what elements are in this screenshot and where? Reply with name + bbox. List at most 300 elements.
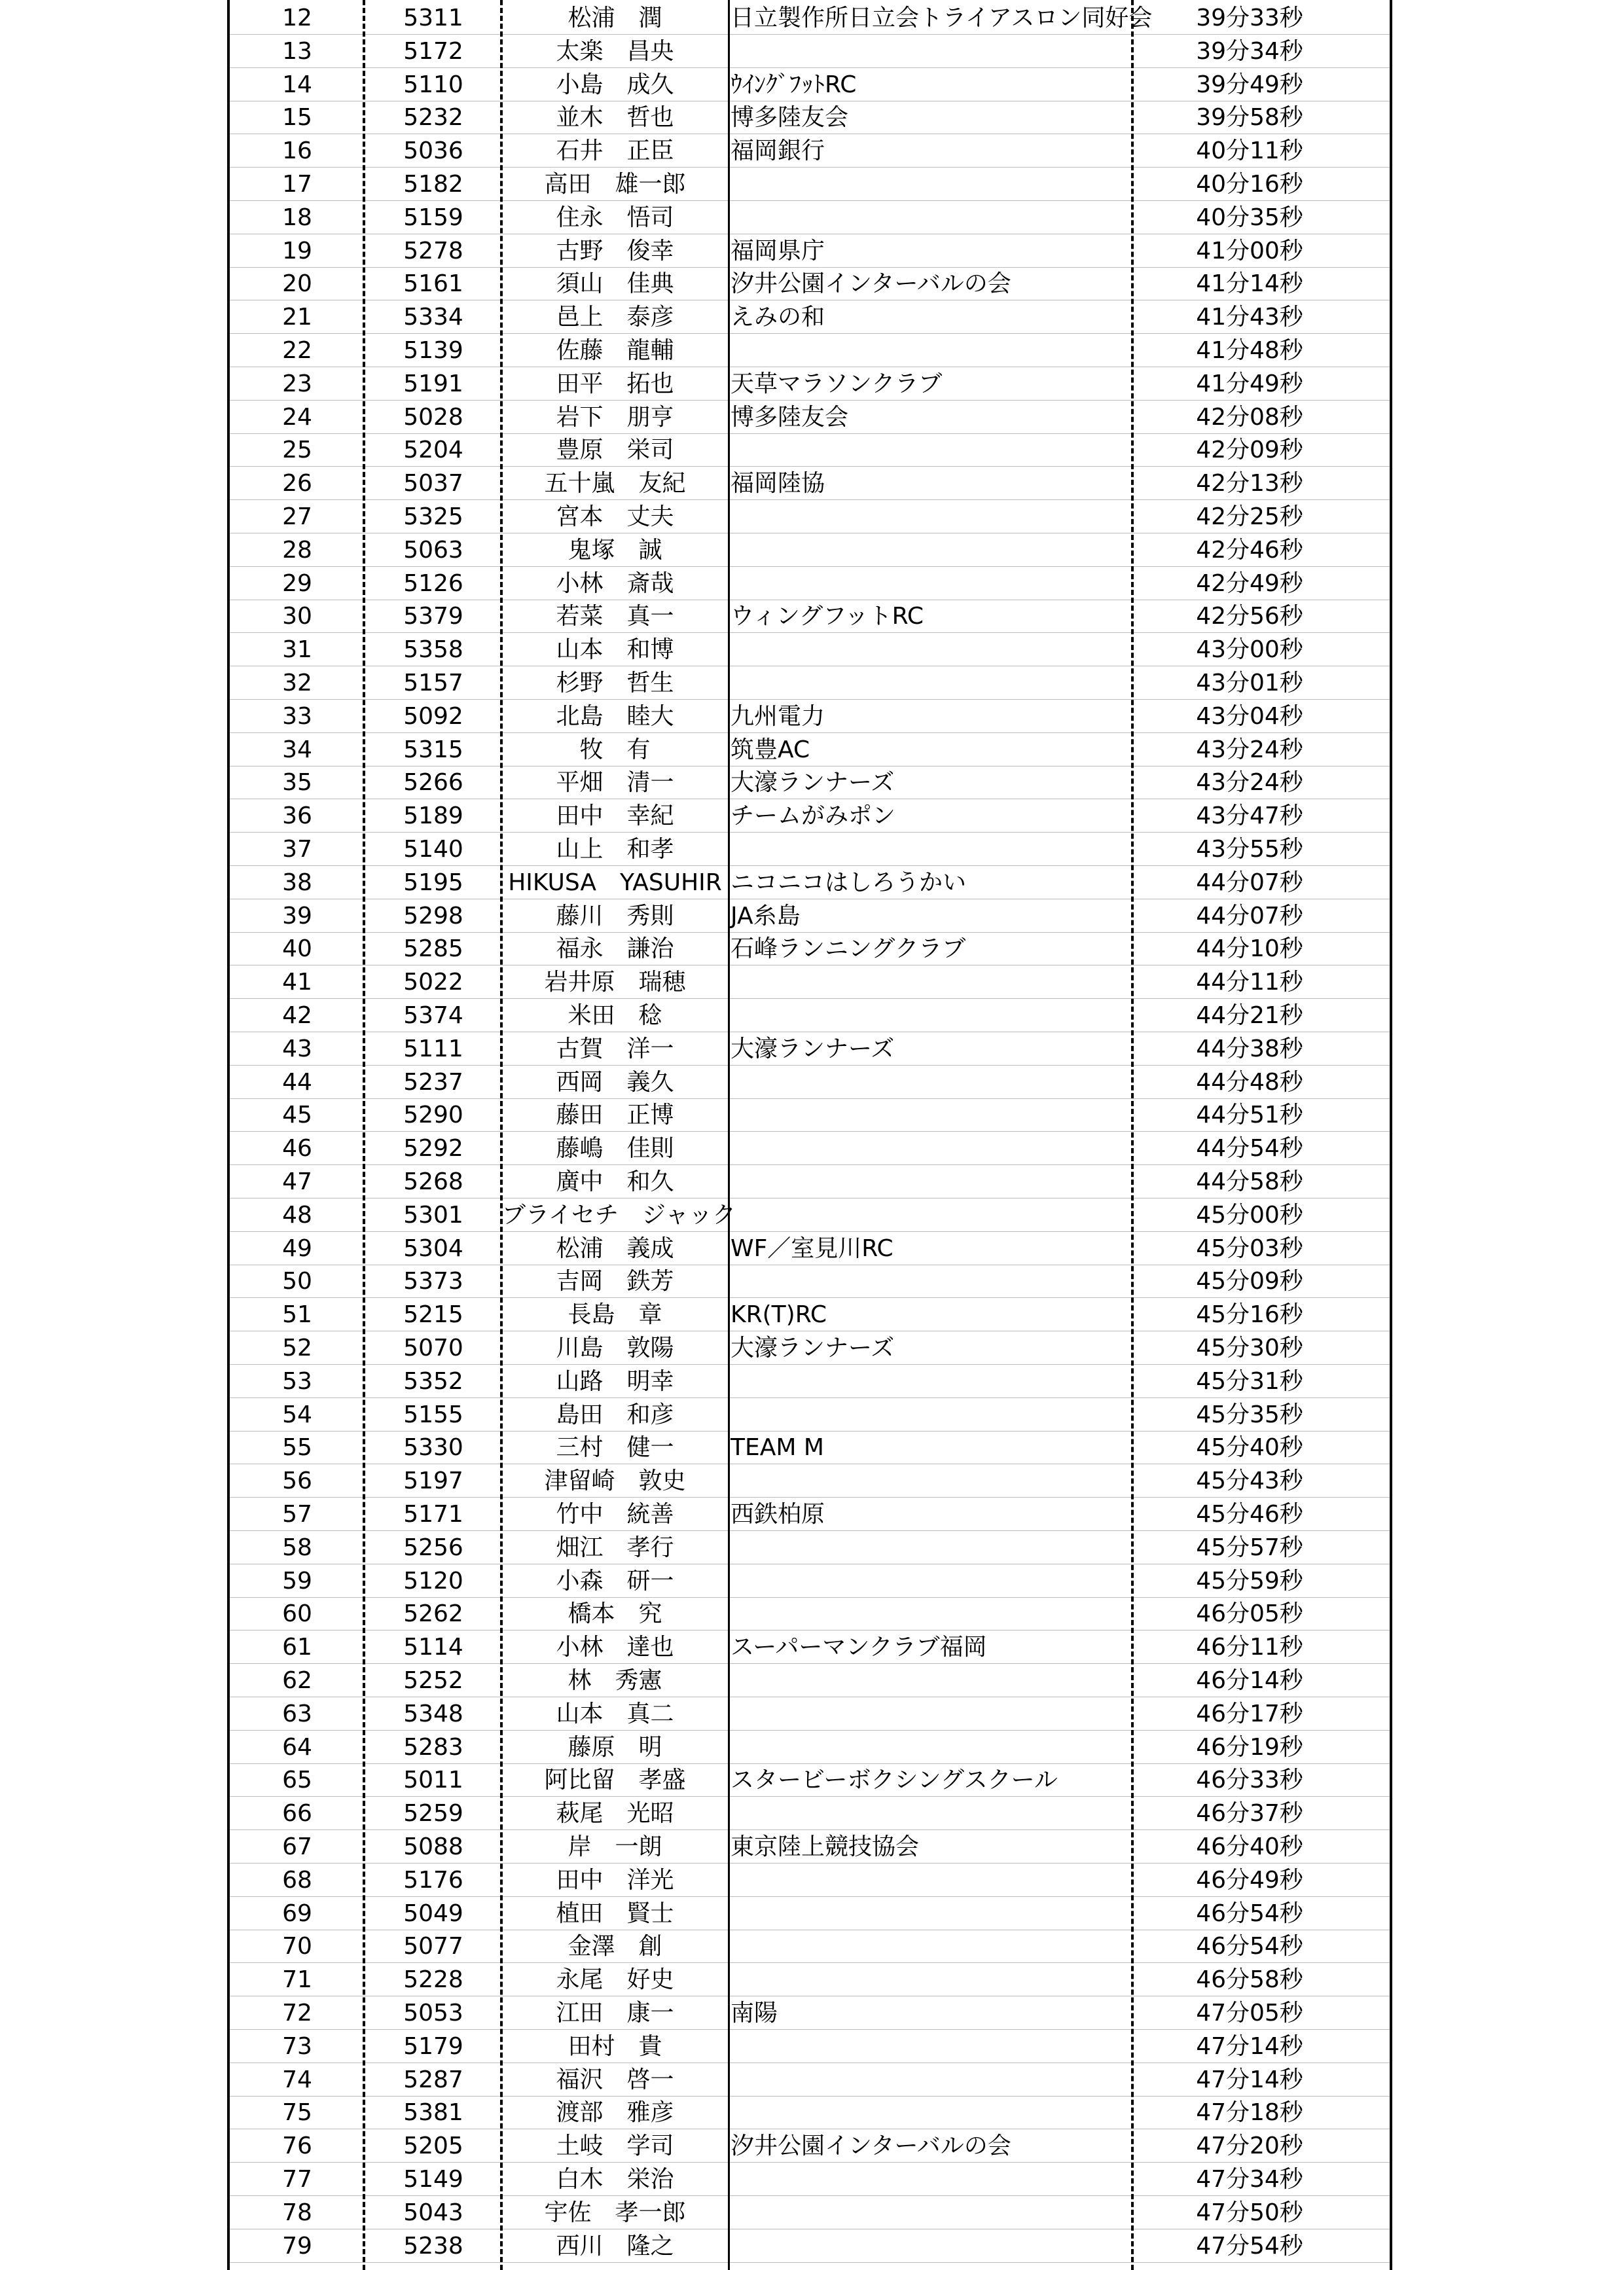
finish-time-cell: 40分35秒 xyxy=(1196,204,1303,231)
club-cell xyxy=(731,666,1104,700)
table-row xyxy=(230,234,1390,268)
club-cell: JA糸島 xyxy=(731,902,801,929)
runner-name-cell: 竹中 統善 xyxy=(556,1501,674,1528)
bib-number-cell: 5252 xyxy=(403,1667,463,1694)
rank-cell: 27 xyxy=(282,503,312,530)
rank-cell: 76 xyxy=(282,2133,312,2160)
club-cell xyxy=(731,1531,1104,1564)
finish-time-cell: 41分14秒 xyxy=(1196,270,1303,298)
club-cell xyxy=(731,35,1104,68)
club-cell xyxy=(731,1731,1104,1764)
runner-name-cell: 松浦 義成 xyxy=(556,1234,674,1262)
finish-time-cell: 46分54秒 xyxy=(1196,1900,1303,1927)
finish-time-cell: 46分17秒 xyxy=(1196,1700,1303,1727)
bib-number-cell: 5036 xyxy=(403,137,463,165)
bib-number-cell: 5311 xyxy=(403,5,463,31)
runner-name-cell: 松浦 潤 xyxy=(568,5,662,31)
rank-cell: 31 xyxy=(282,636,312,664)
bib-number-cell: 5171 xyxy=(403,1501,463,1528)
bib-number-cell: 5204 xyxy=(403,437,463,464)
table-row xyxy=(230,600,1390,633)
rank-cell: 53 xyxy=(282,1367,312,1395)
table-row xyxy=(230,733,1390,766)
finish-time-cell: 45分09秒 xyxy=(1196,1268,1303,1295)
finish-time-cell: 43分00秒 xyxy=(1196,636,1303,664)
runner-name-cell: 五十嵐 友紀 xyxy=(544,470,686,497)
bib-number-cell: 5278 xyxy=(403,237,463,264)
club-cell: 大濠ランナーズ xyxy=(731,769,895,797)
bib-number-cell: 5262 xyxy=(403,1600,463,1628)
runner-name-cell: 牧 有 xyxy=(579,736,651,763)
runner-name-cell: 宇佐 孝一郎 xyxy=(544,2199,686,2226)
club-cell xyxy=(731,1664,1104,1697)
club-cell: 天草マラソンクラブ xyxy=(731,370,943,397)
table-row xyxy=(230,1265,1390,1298)
bib-number-cell: 5304 xyxy=(403,1234,463,1262)
table-row xyxy=(230,1098,1390,1132)
club-cell xyxy=(731,533,1104,567)
club-cell xyxy=(731,633,1104,666)
rank-cell: 69 xyxy=(282,1900,312,1927)
finish-time-cell: 46分58秒 xyxy=(1196,1966,1303,1994)
rank-cell: 51 xyxy=(282,1301,312,1329)
runner-name-cell: 川島 敦陽 xyxy=(556,1335,674,1361)
rank-cell: 41 xyxy=(282,969,312,996)
table-row xyxy=(230,1032,1390,1066)
bib-number-cell: 5092 xyxy=(403,702,463,730)
table-row xyxy=(230,1165,1390,1198)
bib-number-cell: 5315 xyxy=(403,736,463,763)
table-row xyxy=(230,201,1390,234)
table-row xyxy=(230,766,1390,799)
runner-name-cell: 邑上 泰彦 xyxy=(556,304,674,331)
club-cell: 大濠ランナーズ xyxy=(731,1335,895,1361)
table-row xyxy=(230,1996,1390,2030)
table-row xyxy=(230,567,1390,600)
rank-cell: 46 xyxy=(282,1135,312,1162)
runner-name-cell: 並木 哲也 xyxy=(556,104,674,132)
runner-name-cell: HIKUSA YASUHIR xyxy=(508,869,722,896)
rank-cell: 42 xyxy=(282,1002,312,1029)
table-row xyxy=(230,134,1390,168)
runner-name-cell: 佐藤 龍輔 xyxy=(556,337,674,364)
club-cell xyxy=(731,2096,1104,2129)
club-cell xyxy=(731,2196,1104,2229)
table-row xyxy=(230,1198,1390,1232)
bib-number-cell: 5334 xyxy=(403,304,463,331)
bib-number-cell: 5063 xyxy=(403,536,463,564)
club-cell: 博多陸友会 xyxy=(731,403,849,431)
bib-number-cell: 5114 xyxy=(403,1634,463,1661)
bib-number-cell: 5197 xyxy=(403,1468,463,1495)
finish-time-cell: 42分56秒 xyxy=(1196,603,1303,630)
club-cell xyxy=(731,1963,1104,1996)
club-cell xyxy=(731,1930,1104,1963)
runner-name-cell: 須山 佳典 xyxy=(556,270,674,298)
table-row xyxy=(230,1431,1390,1464)
club-cell xyxy=(731,1066,1104,1099)
bib-number-cell: 5298 xyxy=(403,902,463,929)
finish-time-cell: 40分11秒 xyxy=(1196,137,1303,165)
club-cell xyxy=(731,1165,1104,1198)
club-cell xyxy=(731,1365,1104,1398)
runner-name-cell: 金澤 創 xyxy=(568,1933,662,1960)
runner-name-cell: 岸 一朗 xyxy=(568,1833,662,1860)
runner-name-cell: 田中 洋光 xyxy=(556,1866,674,1894)
club-cell xyxy=(731,168,1104,201)
rank-cell: 35 xyxy=(282,769,312,797)
finish-time-cell: 44分07秒 xyxy=(1196,902,1303,929)
runner-name-cell: 住永 悟司 xyxy=(556,204,674,231)
table-row xyxy=(230,1963,1390,1996)
table-row xyxy=(230,1132,1390,1165)
table-row xyxy=(230,1664,1390,1697)
runner-name-cell: 太楽 昌央 xyxy=(556,37,674,65)
bib-number-cell: 5191 xyxy=(403,370,463,397)
finish-time-cell: 47分05秒 xyxy=(1196,2000,1303,2027)
finish-time-cell: 45分43秒 xyxy=(1196,1468,1303,1495)
club-cell xyxy=(731,500,1104,533)
rank-cell: 12 xyxy=(282,5,312,31)
rank-cell: 24 xyxy=(282,403,312,431)
runner-name-cell: 高田 雄一郎 xyxy=(544,171,686,198)
finish-time-cell: 41分49秒 xyxy=(1196,370,1303,397)
club-cell: ｳｲﾝｸﾞﾌｯﾄRC xyxy=(731,71,857,98)
finish-time-cell: 42分13秒 xyxy=(1196,470,1303,497)
runner-name-cell: 山本 和博 xyxy=(556,636,674,664)
rank-cell: 58 xyxy=(282,1534,312,1561)
runner-name-cell: 藤田 正博 xyxy=(556,1102,674,1129)
rank-cell: 67 xyxy=(282,1833,312,1860)
results-table xyxy=(227,0,1392,2270)
club-cell: 汐井公園インターバルの会 xyxy=(731,2133,1011,2160)
finish-time-cell: 45分40秒 xyxy=(1196,1434,1303,1462)
rank-cell: 78 xyxy=(282,2199,312,2226)
rank-cell: 29 xyxy=(282,569,312,597)
finish-time-cell: 40分16秒 xyxy=(1196,171,1303,198)
finish-time-cell: 46分05秒 xyxy=(1196,1600,1303,1628)
club-cell: 日立製作所日立会トライアスロン同好会 xyxy=(731,5,1153,31)
club-cell: 福岡県庁 xyxy=(731,237,825,264)
club-cell: 福岡銀行 xyxy=(731,137,825,165)
table-row xyxy=(230,932,1390,965)
bib-number-cell: 5287 xyxy=(403,2066,463,2093)
rank-cell: 61 xyxy=(282,1634,312,1661)
runner-name-cell: 若菜 真一 xyxy=(556,603,674,630)
table-row xyxy=(230,1298,1390,1331)
club-cell: スタービーボクシングスクール xyxy=(731,1767,1058,1794)
finish-time-cell: 45分46秒 xyxy=(1196,1501,1303,1528)
table-row xyxy=(230,633,1390,666)
runner-name-cell: 藤嶋 佳則 xyxy=(556,1135,674,1162)
club-cell xyxy=(731,1265,1104,1298)
club-cell: スーパーマンクラブ福岡 xyxy=(731,1634,987,1661)
runner-name-cell: 山路 明幸 xyxy=(556,1367,674,1395)
bib-number-cell: 5053 xyxy=(403,2000,463,2027)
table-row xyxy=(230,1232,1390,1265)
finish-time-cell: 39分58秒 xyxy=(1196,104,1303,132)
rank-cell: 25 xyxy=(282,437,312,464)
runner-name-cell: 小森 研一 xyxy=(556,1567,674,1594)
rank-cell: 28 xyxy=(282,536,312,564)
bib-number-cell: 5232 xyxy=(403,104,463,132)
finish-time-cell: 47分14秒 xyxy=(1196,2032,1303,2060)
bib-number-cell: 5157 xyxy=(403,670,463,696)
rank-cell: 36 xyxy=(282,802,312,830)
bib-number-cell: 5358 xyxy=(403,636,463,664)
bib-number-cell: 5028 xyxy=(403,403,463,431)
runner-name-cell: 津留崎 敦史 xyxy=(544,1468,686,1495)
runner-name-cell: 岩井原 瑞穂 xyxy=(544,969,686,996)
table-row xyxy=(230,300,1390,334)
rank-cell: 77 xyxy=(282,2166,312,2193)
finish-time-cell: 46分14秒 xyxy=(1196,1667,1303,1694)
bib-number-cell: 5011 xyxy=(403,1767,463,1794)
column-divider-club xyxy=(1131,0,1134,2270)
runner-name-cell: 山本 真二 xyxy=(556,1700,674,1727)
table-row xyxy=(230,1797,1390,1830)
runner-name-cell: 小林 斎哉 xyxy=(556,569,674,597)
finish-time-cell: 44分38秒 xyxy=(1196,1035,1303,1062)
club-cell xyxy=(731,965,1104,999)
club-cell xyxy=(731,1464,1104,1498)
finish-time-cell: 41分48秒 xyxy=(1196,337,1303,364)
table-row xyxy=(230,1830,1390,1864)
bib-number-cell: 5139 xyxy=(403,337,463,364)
finish-time-cell: 45分00秒 xyxy=(1196,1201,1303,1229)
club-cell: 大濠ランナーズ xyxy=(731,1035,895,1062)
finish-time-cell: 44分11秒 xyxy=(1196,969,1303,996)
rank-cell: 20 xyxy=(282,270,312,298)
table-row xyxy=(230,467,1390,500)
bib-number-cell: 5037 xyxy=(403,470,463,497)
finish-time-cell: 47分50秒 xyxy=(1196,2199,1303,2226)
runner-name-cell: 吉岡 鉄芳 xyxy=(556,1268,674,1295)
club-cell xyxy=(731,1398,1104,1432)
bib-number-cell: 5111 xyxy=(403,1035,463,1062)
bib-number-cell: 5126 xyxy=(403,569,463,597)
rank-cell: 72 xyxy=(282,2000,312,2027)
rank-cell: 52 xyxy=(282,1335,312,1361)
rank-cell: 48 xyxy=(282,1201,312,1229)
table-row xyxy=(230,1564,1390,1598)
rank-cell: 13 xyxy=(282,37,312,65)
table-row xyxy=(230,334,1390,367)
club-cell xyxy=(731,1864,1104,1897)
rank-cell: 50 xyxy=(282,1268,312,1295)
club-cell xyxy=(731,2229,1104,2263)
runner-name-cell: 福永 謙治 xyxy=(556,935,674,963)
runner-name-cell: 西川 隆之 xyxy=(556,2232,674,2260)
finish-time-cell: 44分58秒 xyxy=(1196,1168,1303,1195)
table-row xyxy=(230,1731,1390,1764)
club-cell xyxy=(731,2063,1104,2097)
finish-time-cell: 42分49秒 xyxy=(1196,569,1303,597)
club-cell xyxy=(731,433,1104,467)
club-cell: KR(T)RC xyxy=(731,1301,827,1329)
finish-time-cell: 44分48秒 xyxy=(1196,1068,1303,1096)
bib-number-cell: 5049 xyxy=(403,1900,463,1927)
runner-name-cell: 杉野 哲生 xyxy=(556,670,674,696)
finish-time-cell: 43分04秒 xyxy=(1196,702,1303,730)
table-row xyxy=(230,1597,1390,1630)
finish-time-cell: 42分25秒 xyxy=(1196,503,1303,530)
club-cell xyxy=(731,201,1104,234)
club-cell xyxy=(731,1132,1104,1165)
finish-time-cell: 39分34秒 xyxy=(1196,37,1303,65)
rank-cell: 65 xyxy=(282,1767,312,1794)
table-row xyxy=(230,1498,1390,1531)
table-row xyxy=(230,2096,1390,2129)
rank-cell: 17 xyxy=(282,171,312,198)
bib-number-cell: 5266 xyxy=(403,769,463,797)
club-cell xyxy=(731,1697,1104,1731)
finish-time-cell: 47分20秒 xyxy=(1196,2133,1303,2160)
runner-name-cell: 渡部 雅彦 xyxy=(556,2099,674,2127)
table-row xyxy=(230,833,1390,866)
runner-name-cell: 島田 和彦 xyxy=(556,1401,674,1428)
runner-name-cell: 廣中 和久 xyxy=(556,1168,674,1195)
bib-number-cell: 5159 xyxy=(403,204,463,231)
club-cell: 博多陸友会 xyxy=(731,104,849,132)
rank-cell: 60 xyxy=(282,1600,312,1628)
finish-time-cell: 39分49秒 xyxy=(1196,71,1303,98)
club-cell: 筑豊AC xyxy=(731,736,810,763)
rank-cell: 23 xyxy=(282,370,312,397)
finish-time-cell: 44分10秒 xyxy=(1196,935,1303,963)
bib-number-cell: 5237 xyxy=(403,1068,463,1096)
runner-name-cell: 北島 睦大 xyxy=(556,702,674,730)
table-row xyxy=(230,1930,1390,1963)
table-row xyxy=(230,1697,1390,1731)
runner-name-cell: 古賀 洋一 xyxy=(556,1035,674,1062)
rank-cell: 71 xyxy=(282,1966,312,1994)
bib-number-cell: 5155 xyxy=(403,1401,463,1428)
runner-name-cell: 小林 達也 xyxy=(556,1634,674,1661)
runner-name-cell: 鬼塚 誠 xyxy=(568,536,662,564)
table-row xyxy=(230,965,1390,999)
bib-number-cell: 5285 xyxy=(403,935,463,963)
table-row xyxy=(230,1864,1390,1897)
runner-name-cell: 阿比留 孝盛 xyxy=(544,1767,686,1794)
runner-name-cell: 三村 健一 xyxy=(556,1434,674,1462)
table-row xyxy=(230,101,1390,134)
rank-cell: 45 xyxy=(282,1102,312,1129)
table-row xyxy=(230,1365,1390,1398)
table-row xyxy=(230,35,1390,68)
rank-cell: 54 xyxy=(282,1401,312,1428)
rank-cell: 18 xyxy=(282,204,312,231)
bib-number-cell: 5149 xyxy=(403,2166,463,2193)
table-row xyxy=(230,168,1390,201)
runner-name-cell: 長島 章 xyxy=(568,1301,662,1329)
rank-cell: 32 xyxy=(282,670,312,696)
bib-number-cell: 5195 xyxy=(403,869,463,896)
table-row xyxy=(230,666,1390,700)
runner-name-cell: 畑江 孝行 xyxy=(556,1534,674,1561)
runner-name-cell: 江田 康一 xyxy=(556,2000,674,2027)
club-cell: ニコニコはしろうかい xyxy=(731,869,967,896)
runner-name-cell: 福沢 啓一 xyxy=(556,2066,674,2093)
runner-name-cell: ブライセチ ジャック xyxy=(502,1201,736,1229)
finish-time-cell: 45分57秒 xyxy=(1196,1534,1303,1561)
rank-cell: 43 xyxy=(282,1035,312,1062)
rank-cell: 79 xyxy=(282,2232,312,2260)
table-row xyxy=(230,267,1390,300)
finish-time-cell: 46分11秒 xyxy=(1196,1634,1303,1661)
table-row xyxy=(230,1630,1390,1664)
rank-cell: 68 xyxy=(282,1866,312,1894)
finish-time-cell: 43分01秒 xyxy=(1196,670,1303,696)
runner-name-cell: 米田 稔 xyxy=(568,1002,662,1029)
runner-name-cell: 田平 拓也 xyxy=(556,370,674,397)
club-cell: えみの和 xyxy=(731,304,825,331)
table-row xyxy=(230,2030,1390,2063)
finish-time-cell: 46分37秒 xyxy=(1196,1800,1303,1828)
runner-name-cell: 田村 貴 xyxy=(568,2032,662,2060)
table-row xyxy=(230,1464,1390,1498)
bib-number-cell: 5256 xyxy=(403,1534,463,1561)
table-row xyxy=(230,2129,1390,2163)
runner-name-cell: 古野 俊幸 xyxy=(556,237,674,264)
finish-time-cell: 43分55秒 xyxy=(1196,836,1303,863)
bib-number-cell: 5374 xyxy=(403,1002,463,1029)
club-cell xyxy=(731,1897,1104,1930)
rank-cell: 38 xyxy=(282,869,312,896)
runner-name-cell: 石井 正臣 xyxy=(556,137,674,165)
runner-name-cell: 平畑 清一 xyxy=(556,769,674,797)
table-row xyxy=(230,2063,1390,2097)
bib-number-cell: 5077 xyxy=(403,1933,463,1960)
rank-cell: 56 xyxy=(282,1468,312,1495)
bib-number-cell: 5189 xyxy=(403,802,463,830)
rank-cell: 15 xyxy=(282,104,312,132)
rank-cell: 21 xyxy=(282,304,312,331)
rank-cell: 47 xyxy=(282,1168,312,1195)
finish-time-cell: 45分16秒 xyxy=(1196,1301,1303,1329)
bib-number-cell: 5043 xyxy=(403,2199,463,2226)
rank-cell: 49 xyxy=(282,1234,312,1262)
rank-cell: 74 xyxy=(282,2066,312,2093)
column-divider-name xyxy=(728,0,730,2270)
rank-cell: 39 xyxy=(282,902,312,929)
club-cell: 南陽 xyxy=(731,2000,778,2027)
rank-cell: 22 xyxy=(282,337,312,364)
runner-name-cell: 藤川 秀則 xyxy=(556,902,674,929)
bib-number-cell: 5176 xyxy=(403,1866,463,1894)
table-row xyxy=(230,799,1390,833)
table-row xyxy=(230,1763,1390,1797)
bib-number-cell: 5070 xyxy=(403,1335,463,1361)
bib-number-cell: 5179 xyxy=(403,2032,463,2060)
rank-cell: 37 xyxy=(282,836,312,863)
rank-cell: 75 xyxy=(282,2099,312,2127)
rank-cell: 57 xyxy=(282,1501,312,1528)
finish-time-cell: 43分24秒 xyxy=(1196,736,1303,763)
runner-name-cell: 小島 成久 xyxy=(556,71,674,98)
runner-name-cell: 萩尾 光昭 xyxy=(556,1800,674,1828)
bib-number-cell: 5379 xyxy=(403,603,463,630)
bib-number-cell: 5161 xyxy=(403,270,463,298)
rank-cell: 59 xyxy=(282,1567,312,1594)
runner-name-cell: 藤原 明 xyxy=(568,1733,662,1761)
club-cell: ウィングフットRC xyxy=(731,603,924,630)
bib-number-cell: 5290 xyxy=(403,1102,463,1129)
bib-number-cell: 5348 xyxy=(403,1700,463,1727)
finish-time-cell: 46分40秒 xyxy=(1196,1833,1303,1860)
rank-cell: 44 xyxy=(282,1068,312,1096)
table-row xyxy=(230,2163,1390,2196)
